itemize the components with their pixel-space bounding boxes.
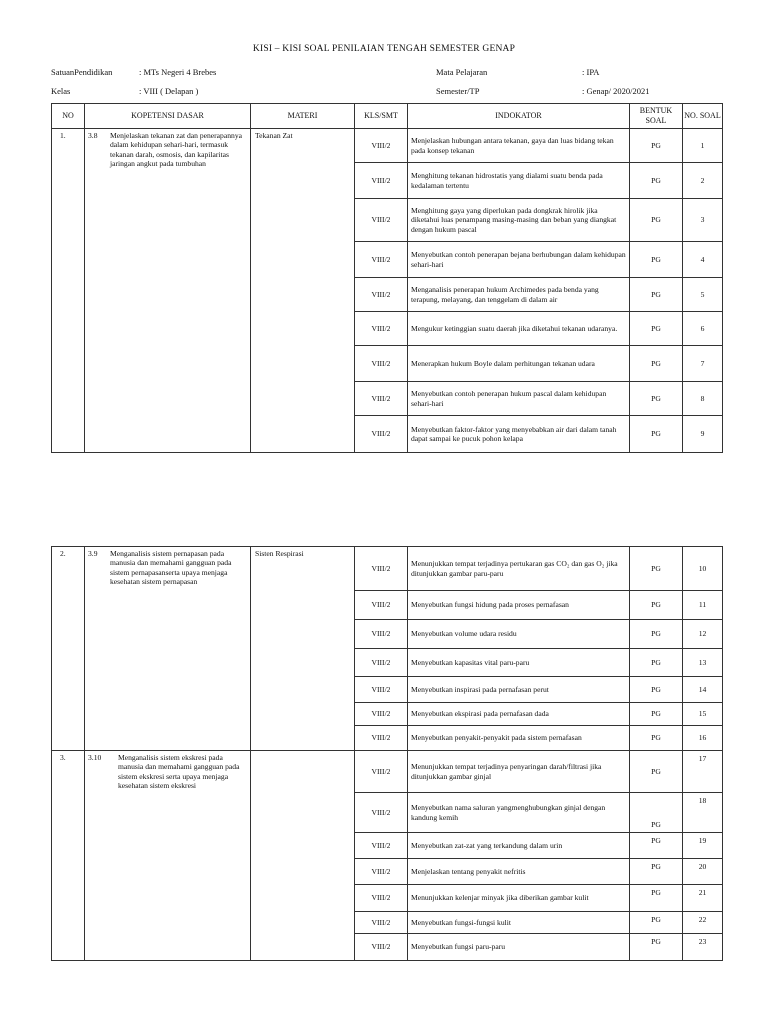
indikator: Menyebutkan fungsi-fungsi kulit — [408, 912, 630, 934]
semester-value: : Genap/ 2020/2021 — [582, 86, 650, 96]
kls-smt: VIII/2 — [355, 278, 408, 312]
table-row — [52, 129, 723, 163]
kls-smt: VIII/2 — [355, 912, 408, 934]
indikator: Menunjukkan tempat terjadinya penyaringan darah/filtrasi jika ditunjukkan gambar ginjal — [408, 751, 630, 793]
bentuk-soal: PG — [630, 129, 683, 163]
kompetensi-dasar — [85, 547, 250, 587]
kd-text: Menganalisis sistem pernapasan pada manusia dan memahami gangguan pada sistem pernapasanserta upaya menjaga kesehatan sistem pernapasan — [110, 549, 232, 587]
bentuk-soal: PG — [630, 312, 683, 346]
kd-number: 3.9 — [88, 549, 98, 558]
header-indikator: INDOKATOR — [408, 104, 630, 129]
bentuk-soal: PG — [630, 620, 683, 649]
indikator: Menyebutkan penyakit-penyakit pada sistem pernafasan — [408, 726, 630, 751]
nomor-soal: 14 — [683, 677, 723, 703]
indikator: Menerapkan hukum Boyle dalam perhitungan tekanan udara — [408, 346, 630, 382]
indikator: Menunjukkan tempat terjadinya pertukaran gas CO₂ dan gas O₂ jika ditunjukkan gambar paru-paru — [408, 547, 630, 591]
kd-number: 3.8 — [88, 131, 98, 140]
header-kls-smt: KLS/SMT — [355, 104, 408, 129]
nomor-soal: 12 — [683, 620, 723, 649]
indikator: Menyebutkan fungsi paru-paru — [408, 934, 630, 961]
bentuk-soal: PG — [630, 912, 683, 934]
nomor-soal: 13 — [683, 649, 723, 677]
header-no: NO — [52, 104, 85, 129]
nomor-soal: 9 — [683, 416, 723, 453]
kls-smt: VIII/2 — [355, 199, 408, 242]
nomor-soal: 17 — [683, 751, 723, 793]
indikator: Menghitung gaya yang diperlukan pada dongkrak hirolik jika diketahui luas penampang masing-masing dan beban yang diangkat dengan hukum pascal — [408, 199, 630, 242]
kls-smt: VIII/2 — [355, 703, 408, 726]
nomor-soal: 18 — [683, 793, 723, 833]
nomor-soal: 4 — [683, 242, 723, 278]
indikator: Menganalisis penerapan hukum Archimedes pada benda yang terapung, melayang, dan tenggelam di dalam air — [408, 278, 630, 312]
kls-smt: VIII/2 — [355, 751, 408, 793]
bentuk-soal: PG — [630, 751, 683, 793]
materi-cell — [251, 129, 355, 453]
bentuk-soal: PG — [630, 793, 683, 833]
kompetensi-dasar-cell — [85, 129, 251, 453]
kompetensi-dasar — [85, 129, 250, 169]
nomor-soal: 23 — [683, 934, 723, 961]
nomor-soal: 22 — [683, 912, 723, 934]
indikator: Menunjukkan kelenjar minyak jika diberikan gambar kulit — [408, 885, 630, 912]
document-title: KISI – KISI SOAL PENILAIAN TENGAH SEMESTER GENAP — [252, 44, 516, 54]
kls-smt: VIII/2 — [355, 242, 408, 278]
bentuk-soal: PG — [630, 382, 683, 416]
semester-label: Semester/TP — [436, 86, 480, 96]
kisi-table-1 — [51, 103, 723, 453]
indikator: Menjelaskan hubungan antara tekanan, gaya dan luas bidang tekan pada konsep tekanan — [408, 129, 630, 163]
satuan-value: : MTs Negeri 4 Brebes — [139, 67, 217, 77]
bentuk-soal: PG — [630, 199, 683, 242]
indikator: Mengukur ketinggian suatu daerah jika diketahui tekanan udaranya. — [408, 312, 630, 346]
indikator: Menyebutkan kapasitas vital paru-paru — [408, 649, 630, 677]
table-row — [52, 547, 723, 591]
bentuk-soal: PG — [630, 163, 683, 199]
indikator: Menyebutkan nama saluran yangmenghubungkan ginjal dengan kandung kemih — [408, 793, 630, 833]
indikator: Menjelaskan tentang penyakit nefritis — [408, 859, 630, 885]
section-number: 2. — [60, 549, 66, 558]
section-number: 3. — [60, 753, 66, 762]
kls-smt: VIII/2 — [355, 129, 408, 163]
nomor-soal: 7 — [683, 346, 723, 382]
header-bentuk-soal: BENTUK SOAL — [630, 104, 683, 129]
nomor-soal: 11 — [683, 591, 723, 620]
indikator: Menyebutkan ekspirasi pada pernafasan dada — [408, 703, 630, 726]
kls-smt: VIII/2 — [355, 677, 408, 703]
kelas-label: Kelas — [51, 86, 71, 96]
kls-smt: VIII/2 — [355, 793, 408, 833]
nomor-soal: 8 — [683, 382, 723, 416]
mapel-label: Mata Pelajaran — [436, 67, 488, 77]
kls-smt: VIII/2 — [355, 382, 408, 416]
row-number — [52, 129, 85, 453]
nomor-soal: 15 — [683, 703, 723, 726]
nomor-soal: 5 — [683, 278, 723, 312]
nomor-soal: 16 — [683, 726, 723, 751]
kd-number: 3.10 — [88, 753, 102, 762]
header-no-soal: NO. SOAL — [683, 104, 723, 129]
row-number — [52, 547, 85, 751]
nomor-soal: 1 — [683, 129, 723, 163]
kls-smt: VIII/2 — [355, 726, 408, 751]
indikator: Menyebutkan contoh penerapan hukum pascal dalam kehidupan sehari-hari — [408, 382, 630, 416]
bentuk-soal: PG — [630, 859, 683, 885]
bentuk-soal: PG — [630, 649, 683, 677]
nomor-soal: 10 — [683, 547, 723, 591]
indikator: Menyebutkan inspirasi pada pernafasan perut — [408, 677, 630, 703]
kls-smt: VIII/2 — [355, 547, 408, 591]
indikator: Menyebutkan contoh penerapan bejana berhubungan dalam kehidupan sehari-hari — [408, 242, 630, 278]
nomor-soal: 6 — [683, 312, 723, 346]
kls-smt: VIII/2 — [355, 163, 408, 199]
kompetensi-dasar-cell — [85, 547, 251, 751]
materi-cell — [251, 751, 355, 961]
materi-text: Tekanan Zat — [255, 131, 293, 140]
kelas-value: : VIII ( Delapan ) — [139, 86, 199, 96]
kls-smt: VIII/2 — [355, 885, 408, 912]
bentuk-soal: PG — [630, 346, 683, 382]
bentuk-soal: PG — [630, 677, 683, 703]
kd-text: Menganalisis sistem ekskresi pada manusia dan memahami gangguan pada sistem ekskresi serta upaya menjaga kesehatan sistem ekskresi — [118, 753, 240, 791]
kompetensi-dasar — [85, 751, 250, 791]
kls-smt: VIII/2 — [355, 649, 408, 677]
nomor-soal: 2 — [683, 163, 723, 199]
kls-smt: VIII/2 — [355, 591, 408, 620]
section-number: 1. — [60, 131, 66, 140]
satuan-label: SatuanPendidikan — [51, 67, 113, 77]
nomor-soal: 3 — [683, 199, 723, 242]
kls-smt: VIII/2 — [355, 934, 408, 961]
mapel-value: : IPA — [582, 67, 600, 77]
nomor-soal: 21 — [683, 885, 723, 912]
kls-smt: VIII/2 — [355, 312, 408, 346]
bentuk-soal: PG — [630, 726, 683, 751]
materi-cell — [251, 547, 355, 751]
bentuk-soal: PG — [630, 591, 683, 620]
bentuk-soal: PG — [630, 278, 683, 312]
kd-text: Menjelaskan tekanan zat dan penerapannya dalam kehidupan sehari-hari, termasuk tekanan darah, osmosis, dan kapilaritas jaringan angkut pada tumbuhan — [110, 131, 242, 169]
kls-smt: VIII/2 — [355, 833, 408, 859]
kls-smt: VIII/2 — [355, 346, 408, 382]
indikator: Menyebutkan zat-zat yang terkandung dalam urin — [408, 833, 630, 859]
indikator: Menyebutkan fungsi hidung pada proses pernafasan — [408, 591, 630, 620]
kls-smt: VIII/2 — [355, 620, 408, 649]
indikator: Menyebutkan faktor-faktor yang menyebabkan air dari dalam tanah dapat sampai ke pucuk pohon kelapa — [408, 416, 630, 453]
nomor-soal: 20 — [683, 859, 723, 885]
header-materi: MATERI — [251, 104, 355, 129]
table-row — [52, 751, 723, 793]
table-header-row — [52, 104, 723, 129]
row-number — [52, 751, 85, 961]
bentuk-soal: PG — [630, 934, 683, 961]
kls-smt: VIII/2 — [355, 859, 408, 885]
bentuk-soal: PG — [630, 242, 683, 278]
bentuk-soal: PG — [630, 833, 683, 859]
materi-text: Sisten Respirasi — [255, 549, 304, 558]
bentuk-soal: PG — [630, 885, 683, 912]
indikator: Menghitung tekanan hidrostatis yang dialami suatu benda pada kedalaman tertentu — [408, 163, 630, 199]
bentuk-soal: PG — [630, 416, 683, 453]
bentuk-soal: PG — [630, 703, 683, 726]
header-kompetensi-dasar: KOPETENSI DASAR — [85, 104, 251, 129]
indikator: Menyebutkan volume udara residu — [408, 620, 630, 649]
nomor-soal: 19 — [683, 833, 723, 859]
kisi-table-2 — [51, 546, 723, 961]
kls-smt: VIII/2 — [355, 416, 408, 453]
bentuk-soal: PG — [630, 547, 683, 591]
kompetensi-dasar-cell — [85, 751, 251, 961]
